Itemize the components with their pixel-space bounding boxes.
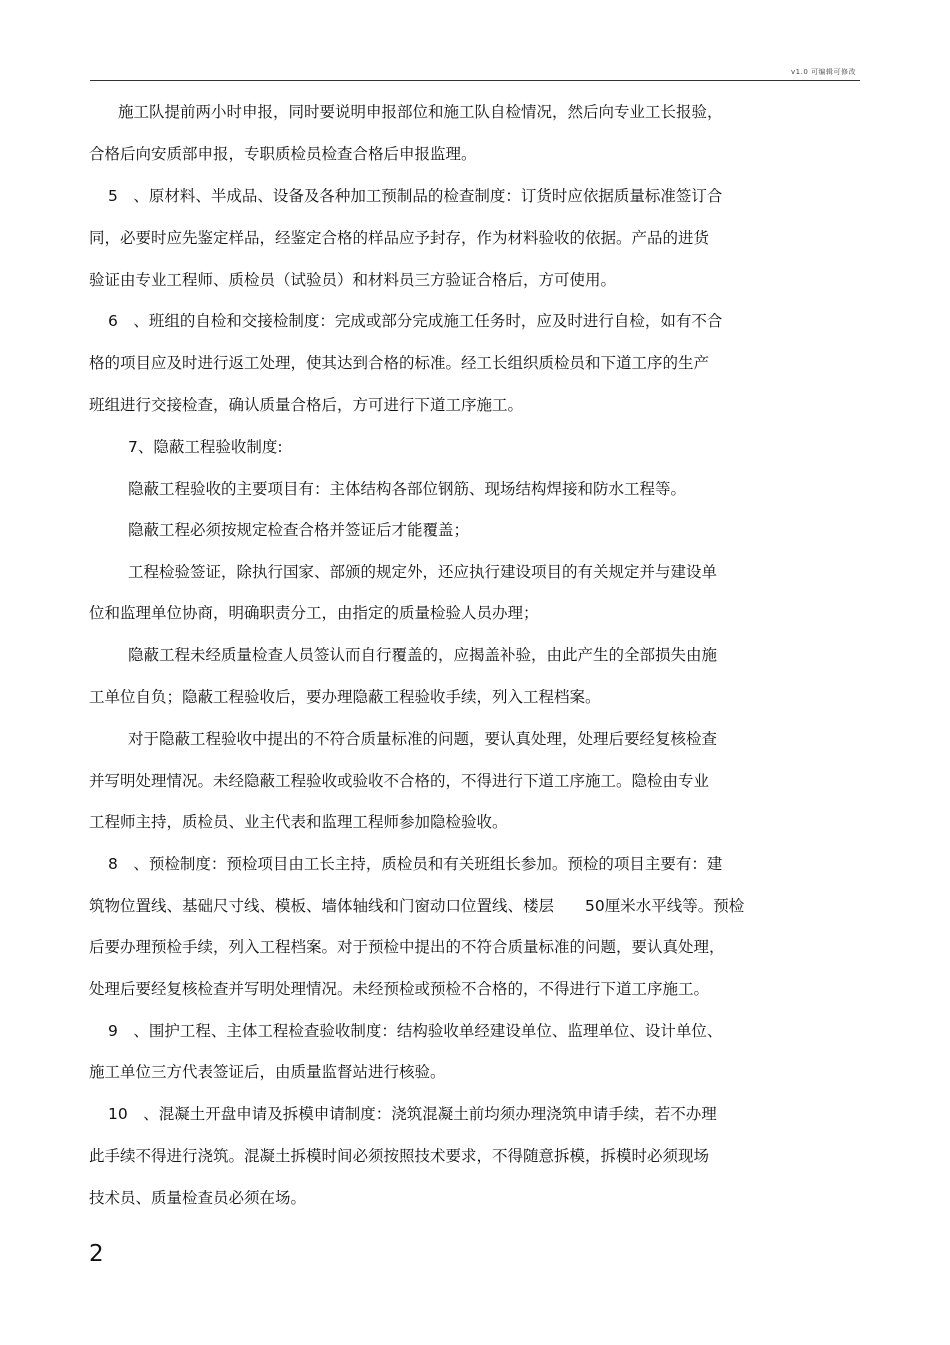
text-line: 6 、班组的自检和交接检制度：完成或部分完成施工任务时，应及时进行自检，如有不合 xyxy=(108,312,723,330)
header-rule xyxy=(90,80,860,81)
text-line: 后要办理预检手续，列入工程档案。对于预检中提出的不符合质量标准的问题，要认真处理， xyxy=(89,938,725,956)
text-line: 对于隐蔽工程验收中提出的不符合质量标准的问题，要认真处理，处理后要经复核检查 xyxy=(128,730,718,748)
text-line: 9 、围护工程、主体工程检查验收制度：结构验收单经建设单位、监理单位、设计单位、 xyxy=(108,1022,723,1040)
text-line: 此手续不得进行浇筑。混凝土拆模时间必须按照技术要求，不得随意拆模，拆模时必须现场 xyxy=(89,1147,710,1165)
text-line: 位和监理单位协商，明确职责分工，由指定的质量检验人员办理； xyxy=(89,604,539,622)
section-heading: 7、隐蔽工程验收制度: xyxy=(128,438,283,456)
text-line: 同，必要时应先鉴定样品，经鉴定合格的样品应予封存，作为材料验收的依据。产品的进货 xyxy=(89,229,710,247)
text-line: 隐蔽工程未经质量检查人员签认而自行覆盖的，应揭盖补验，由此产生的全部损失由施 xyxy=(128,646,718,664)
text-line: 技术员、质量检查员必须在场。 xyxy=(89,1189,307,1207)
text-line: 施工单位三方代表签证后，由质量监督站进行核验。 xyxy=(89,1063,446,1081)
text-line: 工程检验签证，除执行国家、部颁的规定外，还应执行建设项目的有关规定并与建设单 xyxy=(128,563,718,581)
text-line: 班组进行交接检查，确认质量合格后，方可进行下道工序施工。 xyxy=(89,396,524,414)
page-number: 2 xyxy=(89,1241,104,1267)
text-line: 并写明处理情况。未经隐蔽工程验收或验收不合格的，不得进行下道工序施工。隐检由专业 xyxy=(89,772,710,790)
text-line: 合格后向安质部申报，专职质检员检查合格后申报监理。 xyxy=(89,145,477,163)
text-line: 5 、原材料、半成品、设备及各种加工预制品的检查制度：订货时应依据质量标准签订合 xyxy=(108,187,723,205)
text-line: 隐蔽工程必须按规定检查合格并签证后才能覆盖； xyxy=(128,521,470,539)
text-line: 工单位自负；隐蔽工程验收后，要办理隐蔽工程验收手续，列入工程档案。 xyxy=(89,688,601,706)
text-line: 验证由专业工程师、质检员（试验员）和材料员三方验证合格后，方可使用。 xyxy=(89,271,617,289)
text-line: 格的项目应及时进行返工处理，使其达到合格的标准。经工长组织质检员和下道工序的生产 xyxy=(89,354,710,372)
text-line: 筑物位置线、基础尺寸线、模板、墙体轴线和门窗动口位置线、楼层 50厘米水平线等。预检 xyxy=(89,897,745,915)
text-line: 处理后要经复核检查并写明处理情况。未经预检或预检不合格的，不得进行下道工序施工。 xyxy=(89,980,710,998)
text-line: 施工队提前两小时申报，同时要说明申报部位和施工队自检情况，然后向专业工长报验， xyxy=(118,103,723,121)
text-line: 工程师主持，质检员、业主代表和监理工程师参加隐检验收。 xyxy=(89,813,508,831)
text-line: 隐蔽工程验收的主要项目有：主体结构各部位钢筋、现场结构焊接和防水工程等。 xyxy=(128,480,687,498)
header-version-tag: v1.0 可编辑可修改 xyxy=(791,68,856,76)
text-line: 10 、混凝土开盘申请及拆模申请制度：浇筑混凝土前均须办理浇筑申请手续，若不办理 xyxy=(108,1105,717,1123)
text-line: 8 、预检制度：预检项目由工长主持，质检员和有关班组长参加。预检的项目主要有：建 xyxy=(108,855,723,873)
